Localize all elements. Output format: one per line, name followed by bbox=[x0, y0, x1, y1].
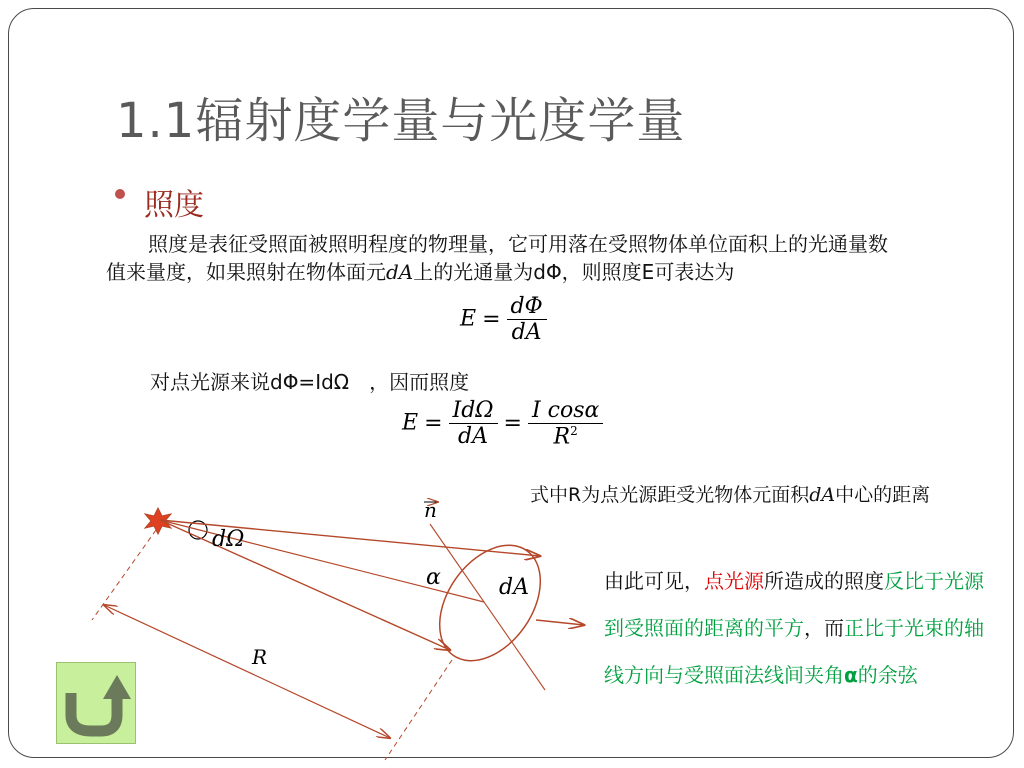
bullet-heading: 照度 bbox=[144, 188, 204, 223]
eq1-equals: = bbox=[482, 306, 501, 332]
conclusion-text bbox=[604, 558, 996, 699]
pointer-arrow bbox=[536, 620, 584, 625]
eq2-den-base: R bbox=[553, 424, 571, 450]
dashed-guide-right bbox=[385, 660, 452, 760]
conclusion-seg2: 点光源 bbox=[704, 569, 764, 593]
label-n: n bbox=[424, 498, 437, 522]
conclusion-seg8: 的余弦 bbox=[857, 663, 918, 687]
eq2-equals-2: = bbox=[503, 410, 522, 436]
eq2-denominator-1: dA bbox=[458, 424, 488, 450]
eq2-equals-1: = bbox=[424, 410, 443, 436]
note-text-b: 中心的距离 bbox=[835, 484, 931, 506]
eq1-lhs: E bbox=[460, 306, 477, 332]
slide-title: 1.1辐射度学量与光度学量 bbox=[116, 93, 686, 149]
conclusion-seg4: 反比于光源到受照面的距离的平方 bbox=[604, 569, 984, 640]
conclusion-seg1: 由此可见， bbox=[604, 569, 704, 593]
note-dA: dA bbox=[809, 484, 836, 506]
return-arrow-icon bbox=[57, 663, 135, 743]
note-text-a: 式中R为点光源距受光物体元面积 bbox=[530, 484, 810, 506]
eq1-numerator: dΦ bbox=[507, 294, 547, 320]
dashed-guide-left bbox=[92, 530, 156, 620]
distance-R-arrow bbox=[104, 605, 390, 738]
back-button[interactable] bbox=[56, 662, 136, 744]
label-alpha: α bbox=[426, 565, 441, 590]
label-R: R bbox=[252, 645, 268, 669]
eq2-lhs: E bbox=[402, 410, 419, 436]
conclusion-seg5: ，而 bbox=[804, 616, 844, 640]
eq2-den-exponent: 2 bbox=[570, 424, 578, 438]
conclusion-seg3: 所造成的照度 bbox=[764, 569, 884, 593]
paragraph-dA: dA bbox=[386, 260, 414, 284]
conclusion-seg6: 正比于光束的轴线方向与受照面法线间夹角 bbox=[604, 616, 984, 687]
eq1-denominator: dA bbox=[511, 320, 542, 345]
surface-element-ellipse bbox=[419, 526, 561, 679]
label-dOmega: dΩ bbox=[212, 527, 245, 552]
paragraph-line2a: 值来量度，如果照射在物体面元 bbox=[106, 260, 386, 284]
eq2-numerator-2: I cosα bbox=[528, 398, 603, 424]
label-dA: dA bbox=[499, 575, 529, 600]
ray-lower bbox=[160, 520, 450, 650]
paragraph-line1: 照度是表征受照面被照明程度的物理量，它可用落在受照物体单位面积上的光通量数 bbox=[148, 232, 888, 256]
point-source-text: 对点光源来说dΦ=IdΩ ，因而照度 bbox=[150, 370, 470, 394]
normal-line bbox=[430, 524, 545, 690]
eq2-numerator-1: IdΩ bbox=[449, 398, 498, 424]
conclusion-seg7: α bbox=[844, 663, 858, 687]
paragraph-line2b: 上的光通量为dΦ，则照度E可表达为 bbox=[413, 260, 735, 284]
